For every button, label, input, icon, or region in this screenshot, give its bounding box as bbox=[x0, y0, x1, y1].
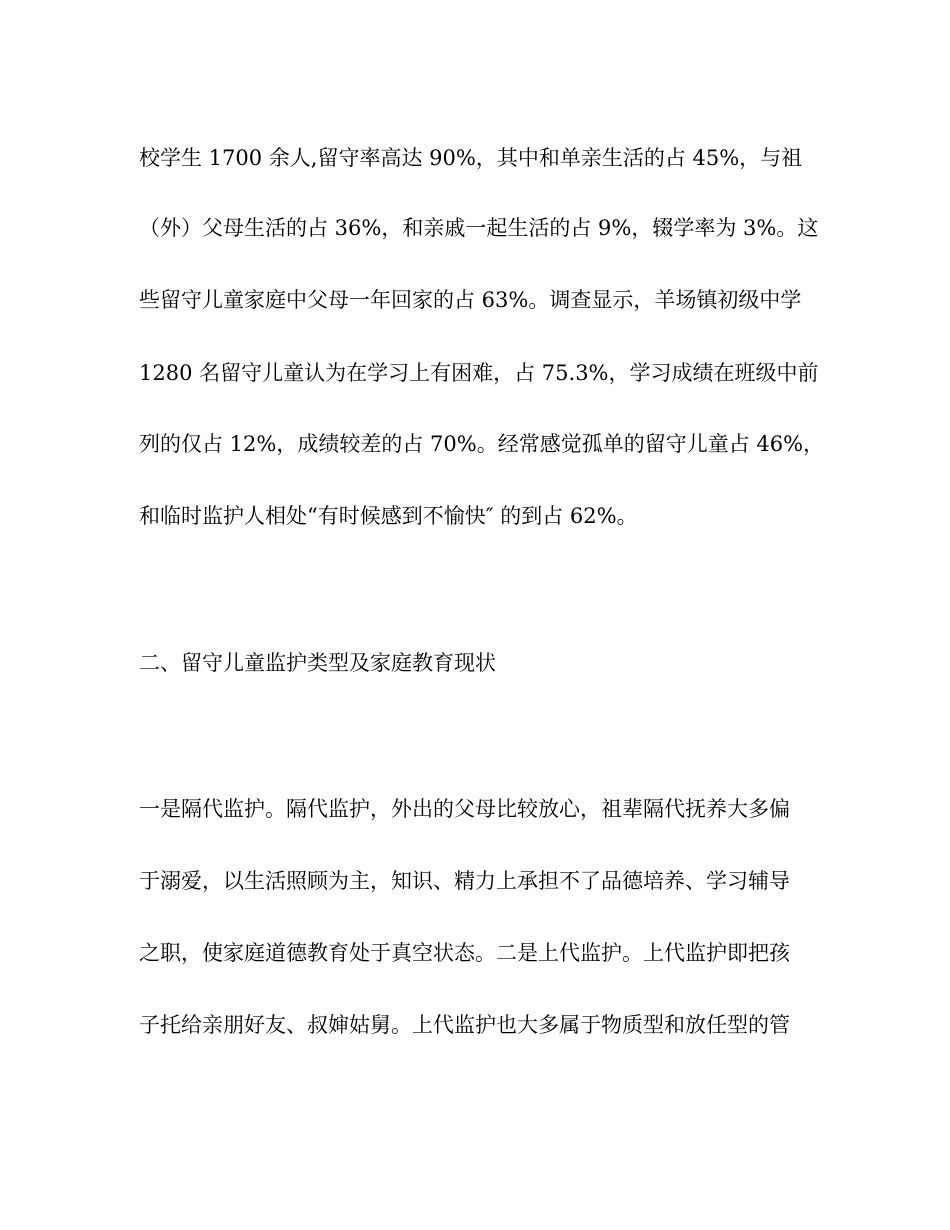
paragraph-2-line-1: 一是隔代监护。隔代监护，外出的父母比较放心，祖辈隔代抚养大多偏 bbox=[139, 797, 790, 821]
paragraph-2-line-4: 子托给亲朋好友、叔婶姑舅。上代监护也大多属于物质型和放任型的管 bbox=[139, 1013, 790, 1037]
paragraph-1-line-3: 些留守儿童家庭中父母一年回家的占 63%。调查显示，羊场镇初级中学 bbox=[139, 288, 802, 312]
paragraph-1-line-6: 和临时监护人相处“有时候感到不愉快″ 的到占 62%。 bbox=[139, 504, 638, 528]
section-heading: 二、留守儿童监护类型及家庭教育现状 bbox=[139, 651, 496, 675]
paragraph-1-line-2: （外）父母生活的占 36%，和亲戚一起生活的占 9%，辍学率为 3%。这 bbox=[139, 216, 819, 240]
paragraph-1-line-4: 1280 名留守儿童认为在学习上有困难，占 75.3%，学习成绩在班级中前 bbox=[139, 361, 819, 385]
paragraph-1-line-1: 校学生 1700 余人,留守率高达 90%，其中和单亲生活的占 45%，与祖 bbox=[139, 146, 803, 170]
paragraph-2-line-2: 于溺爱，以生活照顾为主，知识、精力上承担不了品德培养、学习辅导 bbox=[139, 869, 790, 893]
paragraph-2-line-3: 之职，使家庭道德教育处于真空状态。二是上代监护。上代监护即把孩 bbox=[139, 941, 790, 965]
paragraph-1-line-5: 列的仅占 12%，成绩较差的占 70%。经常感觉孤单的留守儿童占 46%， bbox=[139, 432, 825, 456]
